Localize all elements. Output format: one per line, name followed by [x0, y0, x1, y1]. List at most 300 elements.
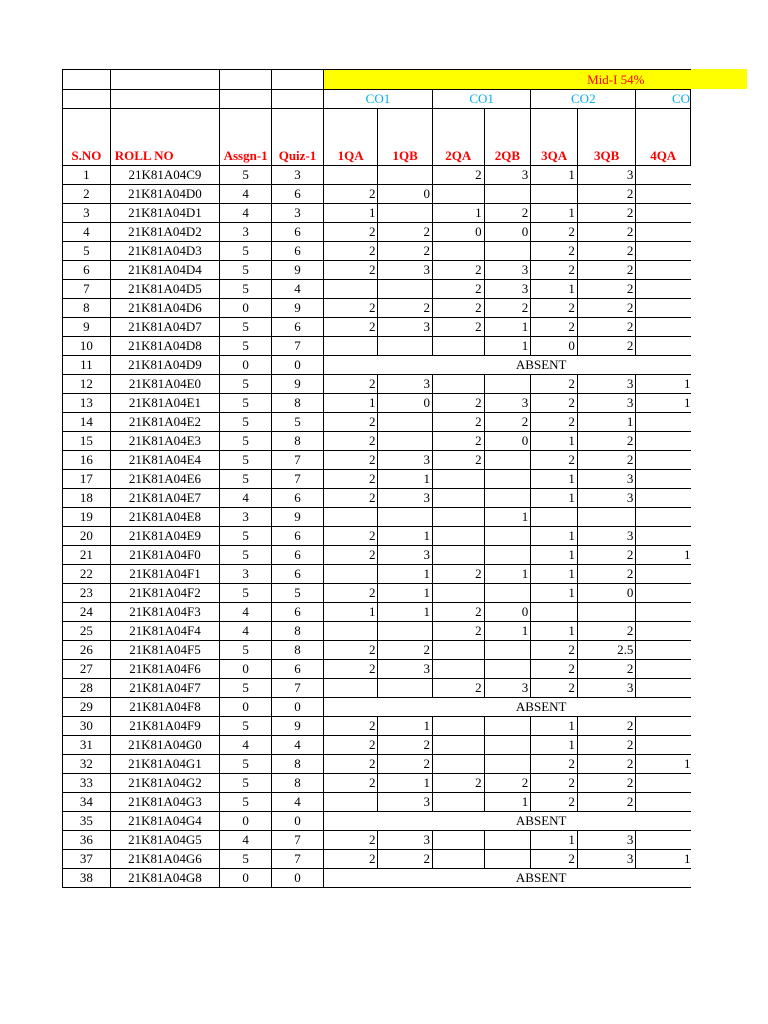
- q3b-cell[interactable]: [577, 603, 635, 622]
- q1b-cell[interactable]: 0: [378, 394, 433, 413]
- sno-cell[interactable]: 30: [63, 717, 111, 736]
- quiz-cell[interactable]: 8: [272, 641, 324, 660]
- q3a-cell[interactable]: 2: [531, 850, 578, 869]
- assgn-cell[interactable]: 0: [220, 812, 272, 831]
- quiz-cell[interactable]: 8: [272, 394, 324, 413]
- roll-no-cell[interactable]: 21K81A04D7: [110, 318, 219, 337]
- q1a-cell[interactable]: [323, 565, 378, 584]
- q3b-cell[interactable]: 2: [577, 337, 635, 356]
- quiz-cell[interactable]: 0: [272, 812, 324, 831]
- q1a-cell[interactable]: 2: [323, 432, 378, 451]
- sno-cell[interactable]: 11: [63, 356, 111, 375]
- q1a-cell[interactable]: 2: [323, 470, 378, 489]
- sno-cell[interactable]: 9: [63, 318, 111, 337]
- q1a-cell[interactable]: 2: [323, 774, 378, 793]
- q3a-cell[interactable]: 1: [531, 470, 578, 489]
- header-1qa[interactable]: 1QA: [323, 109, 378, 166]
- q1b-cell[interactable]: 1: [378, 527, 433, 546]
- q3b-cell[interactable]: 2: [577, 755, 635, 774]
- absent-cell[interactable]: ABSENT: [323, 356, 690, 375]
- roll-no-cell[interactable]: 21K81A04E0: [110, 375, 219, 394]
- q1a-cell[interactable]: [323, 337, 378, 356]
- q3b-cell[interactable]: 2: [577, 318, 635, 337]
- q2a-cell[interactable]: [432, 527, 484, 546]
- q2a-cell[interactable]: 2: [432, 603, 484, 622]
- co-label-cell[interactable]: [323, 90, 432, 109]
- roll-no-cell[interactable]: 21K81A04E9: [110, 527, 219, 546]
- q3b-cell[interactable]: 2: [577, 565, 635, 584]
- q1b-cell[interactable]: 3: [378, 261, 433, 280]
- assgn-cell[interactable]: 5: [220, 432, 272, 451]
- q3a-cell[interactable]: 2: [531, 774, 578, 793]
- quiz-cell[interactable]: 7: [272, 850, 324, 869]
- absent-cell[interactable]: ABSENT: [323, 812, 690, 831]
- q1b-cell[interactable]: [378, 622, 433, 641]
- header-roll-no[interactable]: ROLL NO: [110, 109, 219, 166]
- q3b-cell[interactable]: 2: [577, 299, 635, 318]
- q4a-cell[interactable]: [636, 584, 691, 603]
- assgn-cell[interactable]: 5: [220, 850, 272, 869]
- quiz-cell[interactable]: 4: [272, 280, 324, 299]
- q1a-cell[interactable]: 2: [323, 755, 378, 774]
- q1b-cell[interactable]: 1: [378, 603, 433, 622]
- roll-no-cell[interactable]: 21K81A04G8: [110, 869, 219, 888]
- sno-cell[interactable]: 2: [63, 185, 111, 204]
- sno-cell[interactable]: 6: [63, 261, 111, 280]
- q3b-cell[interactable]: 2: [577, 432, 635, 451]
- quiz-cell[interactable]: 8: [272, 432, 324, 451]
- q2a-cell[interactable]: 2: [432, 679, 484, 698]
- sno-cell[interactable]: 33: [63, 774, 111, 793]
- assgn-cell[interactable]: 3: [220, 223, 272, 242]
- q3a-cell[interactable]: 1: [531, 622, 578, 641]
- q3a-cell[interactable]: 1: [531, 527, 578, 546]
- q1a-cell[interactable]: 2: [323, 299, 378, 318]
- q1b-cell[interactable]: 3: [378, 660, 433, 679]
- quiz-cell[interactable]: 4: [272, 736, 324, 755]
- q1b-cell[interactable]: 2: [378, 641, 433, 660]
- q3a-cell[interactable]: 2: [531, 641, 578, 660]
- sno-cell[interactable]: 1: [63, 166, 111, 185]
- roll-no-cell[interactable]: 21K81A04E3: [110, 432, 219, 451]
- assgn-cell[interactable]: 5: [220, 584, 272, 603]
- sno-cell[interactable]: 3: [63, 204, 111, 223]
- roll-no-cell[interactable]: 21K81A04D4: [110, 261, 219, 280]
- q2b-cell[interactable]: 3: [484, 280, 531, 299]
- roll-no-cell[interactable]: 21K81A04E4: [110, 451, 219, 470]
- q2b-cell[interactable]: 1: [484, 508, 531, 527]
- q4a-cell[interactable]: [636, 793, 691, 812]
- q4a-cell[interactable]: [636, 451, 691, 470]
- q1a-cell[interactable]: 2: [323, 717, 378, 736]
- quiz-cell[interactable]: 6: [272, 489, 324, 508]
- q1a-cell[interactable]: 2: [323, 527, 378, 546]
- q4a-cell[interactable]: [636, 489, 691, 508]
- q2a-cell[interactable]: [432, 850, 484, 869]
- q4a-cell[interactable]: [636, 717, 691, 736]
- quiz-cell[interactable]: 7: [272, 470, 324, 489]
- q1a-cell[interactable]: [323, 793, 378, 812]
- q1a-cell[interactable]: 2: [323, 546, 378, 565]
- assgn-cell[interactable]: 3: [220, 565, 272, 584]
- quiz-cell[interactable]: 7: [272, 337, 324, 356]
- assgn-cell[interactable]: 5: [220, 318, 272, 337]
- q3a-cell[interactable]: 2: [531, 394, 578, 413]
- roll-no-cell[interactable]: 21K81A04F4: [110, 622, 219, 641]
- q1b-cell[interactable]: [378, 337, 433, 356]
- quiz-cell[interactable]: 7: [272, 679, 324, 698]
- q4a-cell[interactable]: [636, 603, 691, 622]
- q1b-cell[interactable]: 3: [378, 375, 433, 394]
- q1a-cell[interactable]: 2: [323, 850, 378, 869]
- q2a-cell[interactable]: [432, 185, 484, 204]
- q2b-cell[interactable]: 3: [484, 166, 531, 185]
- q3b-cell[interactable]: 3: [577, 527, 635, 546]
- assgn-cell[interactable]: 5: [220, 394, 272, 413]
- q3a-cell[interactable]: [531, 603, 578, 622]
- q1b-cell[interactable]: 3: [378, 318, 433, 337]
- q2a-cell[interactable]: 2: [432, 565, 484, 584]
- roll-no-cell[interactable]: 21K81A04D5: [110, 280, 219, 299]
- q3b-cell[interactable]: 2: [577, 622, 635, 641]
- q1b-cell[interactable]: 2: [378, 242, 433, 261]
- quiz-cell[interactable]: 3: [272, 204, 324, 223]
- quiz-cell[interactable]: 0: [272, 698, 324, 717]
- q4a-cell[interactable]: [636, 299, 691, 318]
- q4a-cell[interactable]: [636, 774, 691, 793]
- empty-cell[interactable]: [272, 90, 324, 109]
- header-assgn[interactable]: Assgn-1: [220, 109, 272, 166]
- q4a-cell[interactable]: [636, 204, 691, 223]
- q2a-cell[interactable]: [432, 831, 484, 850]
- q2b-cell[interactable]: 2: [484, 204, 531, 223]
- quiz-cell[interactable]: 6: [272, 546, 324, 565]
- quiz-cell[interactable]: 8: [272, 622, 324, 641]
- q2b-cell[interactable]: 1: [484, 337, 531, 356]
- q1b-cell[interactable]: [378, 508, 433, 527]
- q1b-cell[interactable]: [378, 679, 433, 698]
- q2a-cell[interactable]: [432, 584, 484, 603]
- q3b-cell[interactable]: 3: [577, 679, 635, 698]
- q4a-cell[interactable]: [636, 261, 691, 280]
- q1b-cell[interactable]: 0: [378, 185, 433, 204]
- absent-cell[interactable]: ABSENT: [323, 698, 690, 717]
- quiz-cell[interactable]: 6: [272, 318, 324, 337]
- q3b-cell[interactable]: 2: [577, 280, 635, 299]
- sno-cell[interactable]: 5: [63, 242, 111, 261]
- q4a-cell[interactable]: [636, 223, 691, 242]
- q1a-cell[interactable]: [323, 679, 378, 698]
- empty-cell[interactable]: [220, 70, 272, 90]
- q3a-cell[interactable]: [531, 185, 578, 204]
- q3b-cell[interactable]: [577, 508, 635, 527]
- sno-cell[interactable]: 37: [63, 850, 111, 869]
- empty-cell[interactable]: [110, 70, 219, 90]
- q1a-cell[interactable]: 2: [323, 413, 378, 432]
- q2b-cell[interactable]: [484, 527, 531, 546]
- q3b-cell[interactable]: 3: [577, 470, 635, 489]
- quiz-cell[interactable]: 6: [272, 565, 324, 584]
- assgn-cell[interactable]: 5: [220, 242, 272, 261]
- assgn-cell[interactable]: 4: [220, 185, 272, 204]
- q1b-cell[interactable]: 3: [378, 489, 433, 508]
- q3a-cell[interactable]: 1: [531, 584, 578, 603]
- roll-no-cell[interactable]: 21K81A04G4: [110, 812, 219, 831]
- empty-cell[interactable]: [63, 70, 111, 90]
- co-label-cell[interactable]: [636, 90, 691, 109]
- header-sno[interactable]: S.NO: [63, 109, 111, 166]
- q2b-cell[interactable]: [484, 641, 531, 660]
- sno-cell[interactable]: 32: [63, 755, 111, 774]
- q3b-cell[interactable]: 2: [577, 793, 635, 812]
- roll-no-cell[interactable]: 21K81A04F6: [110, 660, 219, 679]
- q3b-cell[interactable]: 1: [577, 413, 635, 432]
- q1a-cell[interactable]: 1: [323, 204, 378, 223]
- sno-cell[interactable]: 21: [63, 546, 111, 565]
- sno-cell[interactable]: 18: [63, 489, 111, 508]
- co-label-cell[interactable]: [531, 90, 636, 109]
- q4a-cell[interactable]: [636, 679, 691, 698]
- quiz-cell[interactable]: 9: [272, 261, 324, 280]
- quiz-cell[interactable]: 7: [272, 831, 324, 850]
- q3b-cell[interactable]: 2: [577, 185, 635, 204]
- q2b-cell[interactable]: 0: [484, 432, 531, 451]
- quiz-cell[interactable]: 8: [272, 755, 324, 774]
- roll-no-cell[interactable]: 21K81A04F9: [110, 717, 219, 736]
- assgn-cell[interactable]: 5: [220, 546, 272, 565]
- q2a-cell[interactable]: 2: [432, 432, 484, 451]
- q2a-cell[interactable]: 2: [432, 261, 484, 280]
- assgn-cell[interactable]: 4: [220, 736, 272, 755]
- header-3qa[interactable]: 3QA: [531, 109, 578, 166]
- sno-cell[interactable]: 25: [63, 622, 111, 641]
- q2b-cell[interactable]: [484, 850, 531, 869]
- q2a-cell[interactable]: 1: [432, 204, 484, 223]
- assgn-cell[interactable]: 4: [220, 603, 272, 622]
- q1a-cell[interactable]: 2: [323, 489, 378, 508]
- quiz-cell[interactable]: 9: [272, 299, 324, 318]
- q3b-cell[interactable]: 3: [577, 831, 635, 850]
- assgn-cell[interactable]: 5: [220, 774, 272, 793]
- assgn-cell[interactable]: 5: [220, 679, 272, 698]
- q3b-cell[interactable]: 2: [577, 717, 635, 736]
- q2a-cell[interactable]: [432, 660, 484, 679]
- assgn-cell[interactable]: 5: [220, 261, 272, 280]
- sno-cell[interactable]: 23: [63, 584, 111, 603]
- q3a-cell[interactable]: 1: [531, 280, 578, 299]
- q2b-cell[interactable]: 2: [484, 299, 531, 318]
- q3b-cell[interactable]: 2: [577, 451, 635, 470]
- q3a-cell[interactable]: 1: [531, 432, 578, 451]
- quiz-cell[interactable]: 4: [272, 793, 324, 812]
- header-1qb[interactable]: 1QB: [378, 109, 433, 166]
- roll-no-cell[interactable]: 21K81A04E1: [110, 394, 219, 413]
- roll-no-cell[interactable]: 21K81A04G3: [110, 793, 219, 812]
- q1a-cell[interactable]: [323, 166, 378, 185]
- q2b-cell[interactable]: 3: [484, 394, 531, 413]
- roll-no-cell[interactable]: 21K81A04D3: [110, 242, 219, 261]
- q4a-cell[interactable]: [636, 337, 691, 356]
- q3b-cell[interactable]: 2: [577, 204, 635, 223]
- quiz-cell[interactable]: 6: [272, 242, 324, 261]
- q2b-cell[interactable]: [484, 736, 531, 755]
- roll-no-cell[interactable]: 21K81A04G6: [110, 850, 219, 869]
- q2a-cell[interactable]: [432, 470, 484, 489]
- q2a-cell[interactable]: 2: [432, 413, 484, 432]
- q2b-cell[interactable]: [484, 375, 531, 394]
- q2b-cell[interactable]: [484, 242, 531, 261]
- q2b-cell[interactable]: 2: [484, 413, 531, 432]
- roll-no-cell[interactable]: 21K81A04F7: [110, 679, 219, 698]
- q1a-cell[interactable]: 2: [323, 318, 378, 337]
- q3a-cell[interactable]: 2: [531, 413, 578, 432]
- q4a-cell[interactable]: [636, 527, 691, 546]
- q4a-cell[interactable]: [636, 831, 691, 850]
- roll-no-cell[interactable]: 21K81A04D1: [110, 204, 219, 223]
- q3a-cell[interactable]: 1: [531, 166, 578, 185]
- roll-no-cell[interactable]: 21K81A04G2: [110, 774, 219, 793]
- roll-no-cell[interactable]: 21K81A04F0: [110, 546, 219, 565]
- empty-cell[interactable]: [272, 70, 324, 90]
- header-2qa[interactable]: 2QA: [432, 109, 484, 166]
- assgn-cell[interactable]: 5: [220, 755, 272, 774]
- q1b-cell[interactable]: 3: [378, 546, 433, 565]
- q1b-cell[interactable]: 1: [378, 717, 433, 736]
- roll-no-cell[interactable]: 21K81A04D2: [110, 223, 219, 242]
- roll-no-cell[interactable]: 21K81A04C9: [110, 166, 219, 185]
- q1b-cell[interactable]: 2: [378, 850, 433, 869]
- q2a-cell[interactable]: [432, 489, 484, 508]
- q4a-cell[interactable]: [636, 280, 691, 299]
- q1a-cell[interactable]: [323, 622, 378, 641]
- q1b-cell[interactable]: 2: [378, 223, 433, 242]
- q2a-cell[interactable]: 0: [432, 223, 484, 242]
- q4a-cell[interactable]: [636, 166, 691, 185]
- assgn-cell[interactable]: 5: [220, 413, 272, 432]
- q3b-cell[interactable]: 3: [577, 394, 635, 413]
- q1b-cell[interactable]: 1: [378, 774, 433, 793]
- assgn-cell[interactable]: 0: [220, 698, 272, 717]
- roll-no-cell[interactable]: 21K81A04E8: [110, 508, 219, 527]
- q1a-cell[interactable]: [323, 280, 378, 299]
- q2a-cell[interactable]: 2: [432, 394, 484, 413]
- sno-cell[interactable]: 20: [63, 527, 111, 546]
- q1b-cell[interactable]: 3: [378, 831, 433, 850]
- sno-cell[interactable]: 35: [63, 812, 111, 831]
- assgn-cell[interactable]: 5: [220, 451, 272, 470]
- quiz-cell[interactable]: 0: [272, 356, 324, 375]
- q4a-cell[interactable]: 1: [636, 850, 691, 869]
- q2b-cell[interactable]: 0: [484, 223, 531, 242]
- q3b-cell[interactable]: 2: [577, 736, 635, 755]
- roll-no-cell[interactable]: 21K81A04F1: [110, 565, 219, 584]
- sno-cell[interactable]: 24: [63, 603, 111, 622]
- q4a-cell[interactable]: [636, 413, 691, 432]
- q3b-cell[interactable]: 0: [577, 584, 635, 603]
- q2a-cell[interactable]: 2: [432, 166, 484, 185]
- quiz-cell[interactable]: 6: [272, 223, 324, 242]
- q2b-cell[interactable]: 3: [484, 261, 531, 280]
- sno-cell[interactable]: 28: [63, 679, 111, 698]
- q3a-cell[interactable]: 1: [531, 717, 578, 736]
- q3a-cell[interactable]: 0: [531, 337, 578, 356]
- assgn-cell[interactable]: 0: [220, 299, 272, 318]
- quiz-cell[interactable]: 5: [272, 413, 324, 432]
- q2a-cell[interactable]: 2: [432, 299, 484, 318]
- q3a-cell[interactable]: 1: [531, 736, 578, 755]
- q1b-cell[interactable]: [378, 413, 433, 432]
- q1a-cell[interactable]: 2: [323, 641, 378, 660]
- assgn-cell[interactable]: 4: [220, 831, 272, 850]
- q3b-cell[interactable]: 2: [577, 774, 635, 793]
- sno-cell[interactable]: 12: [63, 375, 111, 394]
- q2a-cell[interactable]: 2: [432, 451, 484, 470]
- assgn-cell[interactable]: 5: [220, 375, 272, 394]
- q2b-cell[interactable]: [484, 831, 531, 850]
- assgn-cell[interactable]: 5: [220, 280, 272, 299]
- q1a-cell[interactable]: 2: [323, 223, 378, 242]
- sno-cell[interactable]: 15: [63, 432, 111, 451]
- q1a-cell[interactable]: 2: [323, 831, 378, 850]
- assgn-cell[interactable]: 5: [220, 527, 272, 546]
- q2a-cell[interactable]: [432, 242, 484, 261]
- sno-cell[interactable]: 22: [63, 565, 111, 584]
- q1a-cell[interactable]: 2: [323, 660, 378, 679]
- q3a-cell[interactable]: [531, 508, 578, 527]
- q3b-cell[interactable]: 3: [577, 489, 635, 508]
- q4a-cell[interactable]: [636, 432, 691, 451]
- q2a-cell[interactable]: [432, 717, 484, 736]
- q4a-cell[interactable]: [636, 641, 691, 660]
- roll-no-cell[interactable]: 21K81A04D0: [110, 185, 219, 204]
- q3a-cell[interactable]: 1: [531, 831, 578, 850]
- header-4qa[interactable]: 4QA: [636, 109, 691, 166]
- q3a-cell[interactable]: 1: [531, 489, 578, 508]
- assgn-cell[interactable]: 5: [220, 470, 272, 489]
- q2a-cell[interactable]: [432, 641, 484, 660]
- quiz-cell[interactable]: 7: [272, 451, 324, 470]
- assgn-cell[interactable]: 0: [220, 869, 272, 888]
- roll-no-cell[interactable]: 21K81A04E6: [110, 470, 219, 489]
- q4a-cell[interactable]: [636, 736, 691, 755]
- assgn-cell[interactable]: 5: [220, 166, 272, 185]
- q1b-cell[interactable]: 1: [378, 584, 433, 603]
- q2b-cell[interactable]: 1: [484, 793, 531, 812]
- q1a-cell[interactable]: 1: [323, 603, 378, 622]
- q4a-cell[interactable]: [636, 470, 691, 489]
- sno-cell[interactable]: 26: [63, 641, 111, 660]
- q3b-cell[interactable]: 2: [577, 242, 635, 261]
- q2a-cell[interactable]: [432, 508, 484, 527]
- q3a-cell[interactable]: 2: [531, 242, 578, 261]
- sno-cell[interactable]: 10: [63, 337, 111, 356]
- q2a-cell[interactable]: [432, 546, 484, 565]
- q2b-cell[interactable]: [484, 470, 531, 489]
- header-quiz[interactable]: Quiz-1: [272, 109, 324, 166]
- quiz-cell[interactable]: 6: [272, 603, 324, 622]
- q4a-cell[interactable]: [636, 508, 691, 527]
- quiz-cell[interactable]: 9: [272, 508, 324, 527]
- roll-no-cell[interactable]: 21K81A04G0: [110, 736, 219, 755]
- q4a-cell[interactable]: 1: [636, 394, 691, 413]
- assgn-cell[interactable]: 4: [220, 204, 272, 223]
- assgn-cell[interactable]: 4: [220, 622, 272, 641]
- q1b-cell[interactable]: 3: [378, 793, 433, 812]
- q2b-cell[interactable]: [484, 660, 531, 679]
- q1a-cell[interactable]: 2: [323, 261, 378, 280]
- sno-cell[interactable]: 4: [63, 223, 111, 242]
- q3a-cell[interactable]: 1: [531, 546, 578, 565]
